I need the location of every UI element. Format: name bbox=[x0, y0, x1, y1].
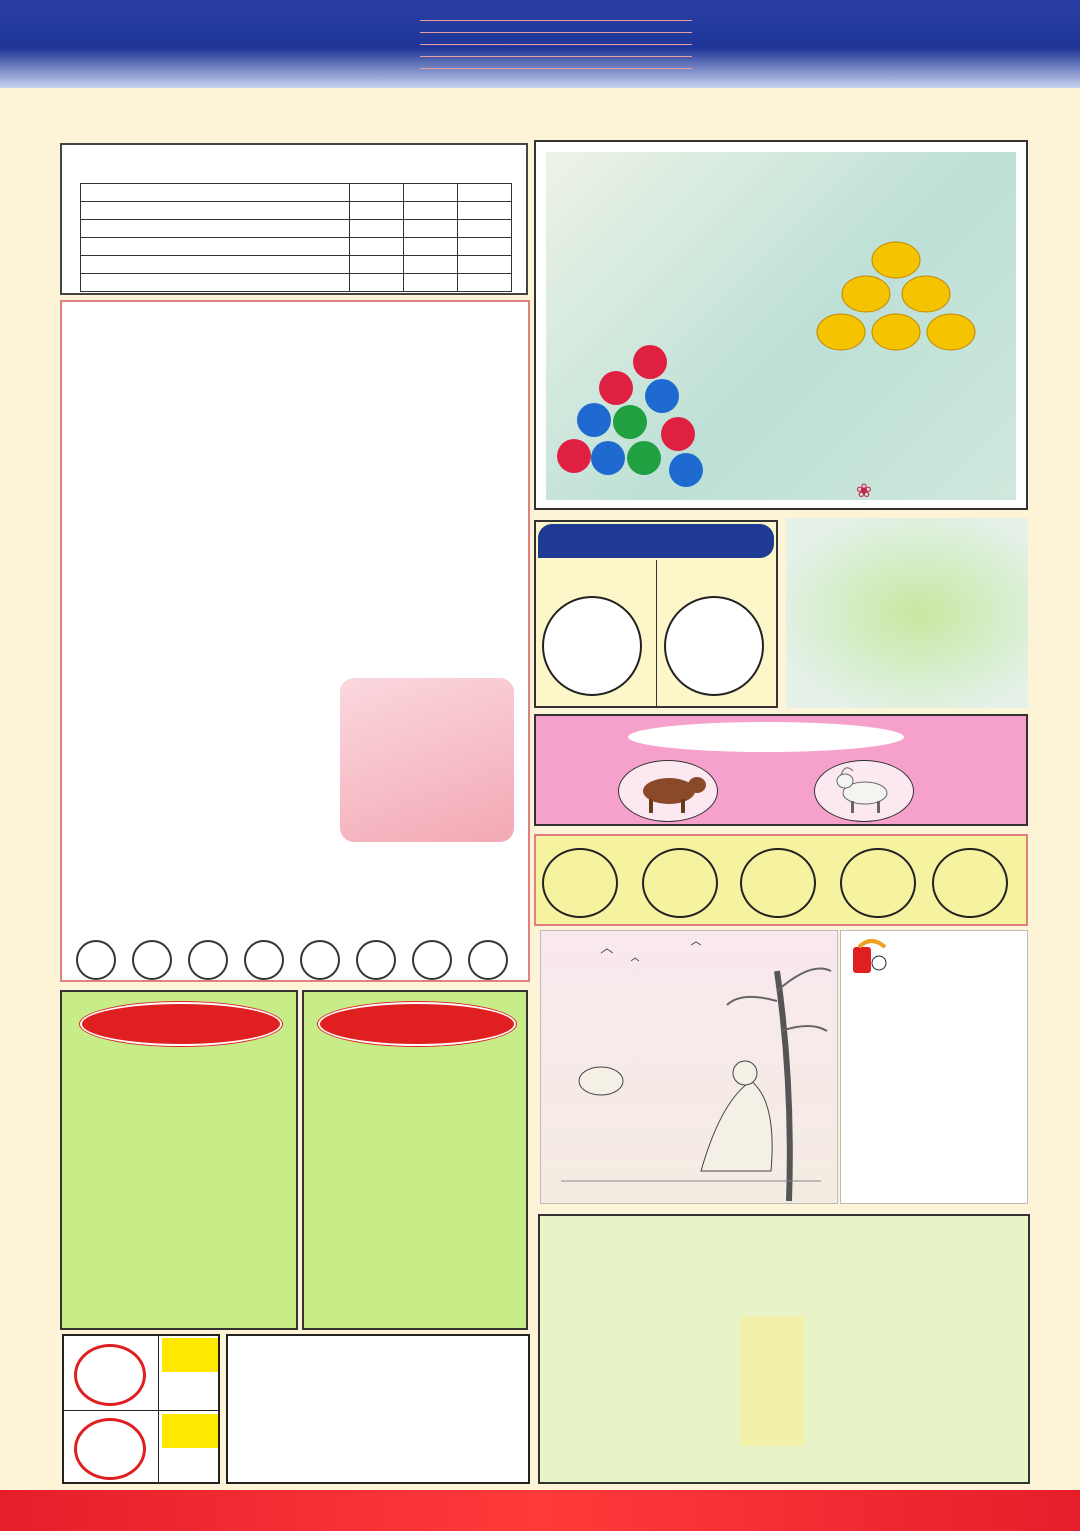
number-ball bbox=[840, 848, 916, 918]
number-ball bbox=[132, 940, 172, 980]
column-header bbox=[81, 184, 350, 202]
divider bbox=[64, 1410, 218, 1411]
meeting-record-panel bbox=[60, 300, 530, 982]
footer-bar bbox=[0, 1490, 1080, 1531]
gold-ingots-icon bbox=[817, 242, 975, 350]
featured-numbers-panel bbox=[534, 834, 1028, 926]
title-band bbox=[420, 14, 692, 74]
lottery-balls-icon bbox=[557, 345, 703, 487]
column-header bbox=[350, 184, 404, 202]
poster-art bbox=[546, 152, 1016, 500]
divider bbox=[656, 560, 657, 708]
sage-and-goat-illustration bbox=[541, 931, 839, 1205]
almanac-overlay-box bbox=[740, 1316, 804, 1446]
stats-table-panel bbox=[60, 143, 528, 295]
border-strip-top bbox=[10, 96, 1070, 128]
number-ball bbox=[76, 940, 116, 980]
big-small-badge bbox=[542, 596, 642, 696]
secret-picture-box bbox=[340, 678, 514, 842]
count-number-ball bbox=[74, 1418, 146, 1480]
number-ball bbox=[356, 940, 396, 980]
stats-table bbox=[80, 183, 512, 292]
odd-even-badge bbox=[664, 596, 764, 696]
special-prediction-panel bbox=[60, 990, 298, 1330]
weak-cell bbox=[404, 238, 458, 256]
number-ball bbox=[542, 848, 618, 918]
border-strip-right bbox=[1040, 130, 1072, 1490]
special-code-panel bbox=[534, 520, 778, 708]
offer-cell bbox=[458, 202, 512, 220]
lucky-zodiac-panel bbox=[534, 714, 1028, 826]
decorative-glow bbox=[786, 518, 1028, 708]
weak-cell bbox=[404, 202, 458, 220]
poster-footer bbox=[856, 482, 880, 501]
stats-header-row bbox=[81, 184, 512, 202]
number-ball bbox=[244, 940, 284, 980]
number-ball bbox=[300, 940, 340, 980]
table-row bbox=[81, 202, 512, 220]
offer-cell bbox=[458, 274, 512, 292]
weak-cell bbox=[404, 220, 458, 238]
number-ball bbox=[740, 848, 816, 918]
zodiac-poem-banner bbox=[320, 1004, 514, 1044]
number-ball bbox=[188, 940, 228, 980]
almanac-panel bbox=[538, 1214, 1030, 1484]
ink-illustration bbox=[540, 930, 838, 1204]
poster-background bbox=[546, 152, 1016, 500]
column-header bbox=[458, 184, 512, 202]
table-row bbox=[81, 256, 512, 274]
number-ball bbox=[642, 848, 718, 918]
table-row bbox=[81, 238, 512, 256]
weak-cell bbox=[404, 274, 458, 292]
offer-cell bbox=[458, 238, 512, 256]
number-ball bbox=[932, 848, 1008, 918]
table-row bbox=[81, 274, 512, 292]
column-header bbox=[404, 184, 458, 202]
riddle-panel bbox=[840, 930, 1028, 1204]
count-tag bbox=[162, 1414, 218, 1448]
goat-icon bbox=[814, 760, 914, 822]
number-ball bbox=[468, 940, 508, 980]
special-code-banner bbox=[538, 524, 774, 558]
number-ball bbox=[412, 940, 452, 980]
poster-panel bbox=[534, 140, 1028, 510]
best-cell bbox=[350, 220, 404, 238]
zodiac-poem-panel bbox=[302, 990, 528, 1330]
ox-icon bbox=[618, 760, 718, 822]
best-cell bbox=[350, 256, 404, 274]
count-value bbox=[162, 1374, 218, 1410]
count-number-ball bbox=[74, 1344, 146, 1406]
count-panel bbox=[62, 1334, 220, 1484]
rainbow-badge-icon bbox=[851, 937, 887, 977]
selected-numbers bbox=[76, 940, 508, 980]
border-strip-left bbox=[8, 130, 40, 1490]
flower-icon: ❀ bbox=[856, 481, 872, 502]
count-value bbox=[162, 1450, 218, 1486]
table-row bbox=[81, 220, 512, 238]
best-cell bbox=[350, 202, 404, 220]
weak-cell bbox=[404, 256, 458, 274]
best-cell bbox=[350, 238, 404, 256]
gold-win-panel bbox=[226, 1334, 530, 1484]
offer-cell bbox=[458, 256, 512, 274]
offer-cell bbox=[458, 220, 512, 238]
divider bbox=[158, 1336, 159, 1482]
lucky-zodiac-banner bbox=[628, 722, 904, 752]
prediction-banner bbox=[82, 1004, 280, 1044]
count-tag bbox=[162, 1338, 218, 1372]
best-cell bbox=[350, 274, 404, 292]
